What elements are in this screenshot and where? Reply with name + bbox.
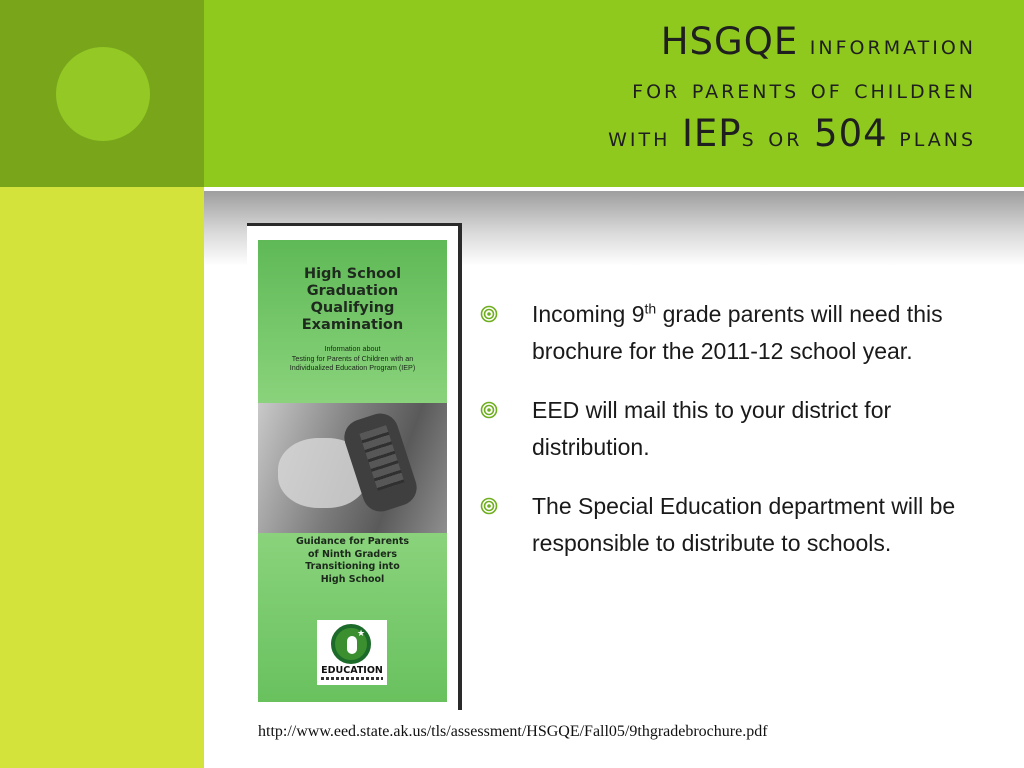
brochure-photo — [258, 403, 447, 533]
brochure-title: High School Graduation Qualifying Examination — [301, 266, 404, 333]
star-icon: ★ — [357, 628, 366, 638]
bullet-item: Incoming 9th grade parents will need this brochure for the 2011-12 school year. — [480, 296, 1005, 370]
brochure-image — [247, 223, 462, 710]
logo-underline — [321, 677, 383, 680]
seal-icon — [331, 624, 371, 664]
bullet-list — [480, 296, 1005, 584]
left-bottom-panel — [0, 187, 204, 768]
brochure-guidance-text: Guidance for Parents of Ninth Graders Transitioning into High School — [295, 536, 410, 585]
title-line-3: with IEPs or 504 plans — [608, 112, 976, 155]
bullet-item: EED will mail this to your district for distribution. — [480, 392, 1005, 466]
bullet-item: The Special Education department will be responsible to distribute to schools. — [480, 488, 1005, 562]
bullet-ring-icon — [480, 497, 498, 515]
title-line-2: for parents of children — [632, 74, 976, 105]
education-logo — [317, 620, 387, 685]
slide-title — [276, 20, 976, 160]
title-line-1: HSGQE information — [660, 20, 976, 63]
bullet-ring-icon — [480, 305, 498, 323]
bullet-ring-icon — [480, 401, 498, 419]
brochure-subtitle: Information about Testing for Parents of Children with an Individualized Education Program (IEP) — [289, 344, 416, 372]
decorative-circle — [56, 47, 150, 141]
brochure-cover — [258, 240, 447, 702]
logo-text: EDUCATION — [321, 665, 383, 676]
hand-icon — [347, 636, 357, 654]
source-url[interactable]: http://www.eed.state.ak.us/tls/assessment/HSGQE/Fall05/9thgradebrochure.pdf — [258, 723, 768, 740]
